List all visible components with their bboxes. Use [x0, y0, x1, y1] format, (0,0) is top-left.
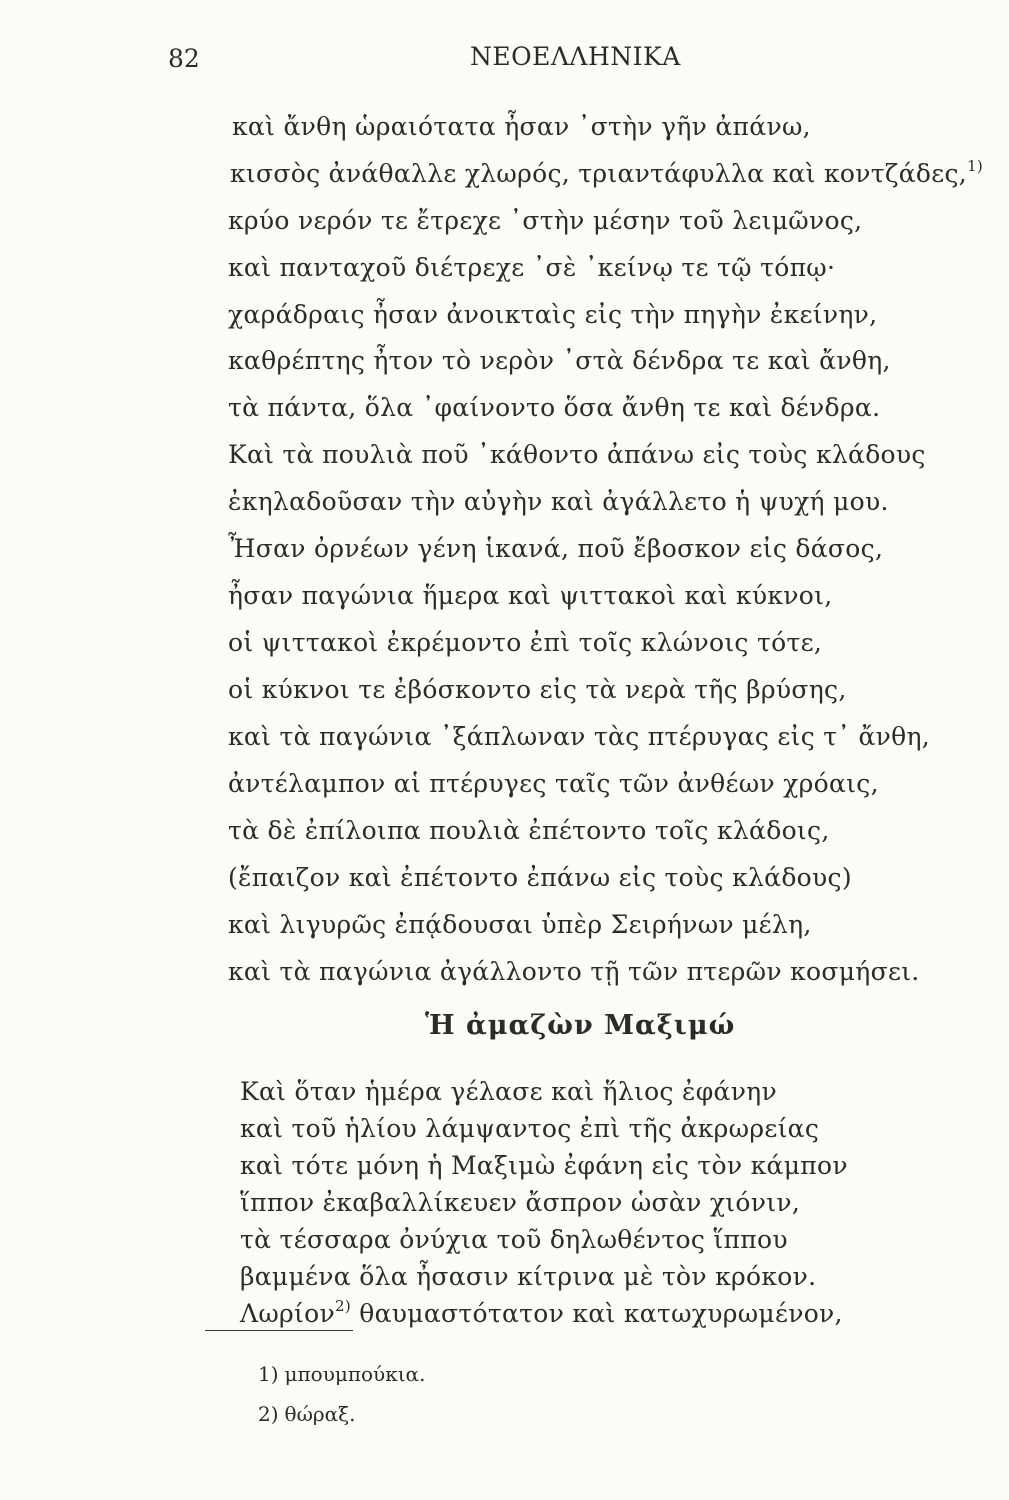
verse-line: καὶ τότε μόνη ἡ Μαξιμὼ ἐφάνη εἰς τὸν κάμπον [240, 1151, 848, 1180]
verse-line: ἦσαν παγώνια ἥμερα καὶ ψιττακοὶ καὶ κύκνοι, [228, 581, 833, 610]
footnote-number: 2) [258, 1402, 279, 1426]
verse-line-text: θαυμαστότατον καὶ κατωχυρωμένον, [351, 1299, 843, 1328]
verse-line: Καὶ ὅταν ἡμέρα γέλασε καὶ ἥλιος ἐφάνην [240, 1077, 777, 1106]
footnote-ref: 2) [335, 1296, 351, 1315]
verse-line: τὰ πάντα, ὅλα ᾿φαίνοντο ὅσα ἄνθη τε καὶ δένδρα. [228, 393, 881, 422]
footnote-rule [205, 1330, 353, 1331]
running-head: ΝΕΟΕΛΛΗΝΙΚΑ [470, 42, 681, 71]
verse-line: ἐκηλαδοῦσαν τὴν αὐγὴν καὶ ἀγάλλετο ἡ ψυχή μου. [228, 487, 889, 516]
footnote-text: θώραξ. [284, 1402, 356, 1426]
verse-line: ἀντέλαμπον αἱ πτέρυγες ταῖς τῶν ἀνθέων χρόαις, [228, 769, 879, 798]
footnote-number: 1) [258, 1362, 279, 1386]
footnote-text: μπουμπούκια. [284, 1362, 426, 1386]
verse-line: τὰ τέσσαρα ὀνύχια τοῦ δηλωθέντος ἵππου [240, 1225, 788, 1254]
verse-line [230, 156, 984, 189]
footnote-ref: 1) [967, 156, 984, 175]
verse-line-text: κισσὸς ἀνάθαλλε χλωρός, τριαντάφυλλα καὶ κοντζάδες, [230, 159, 968, 188]
verse-line: οἱ κύκνοι τε ἐβόσκοντο εἰς τὰ νερὰ τῆς βρύσης, [228, 675, 847, 704]
page-number: 82 [168, 44, 200, 73]
verse-line: ἵππον ἐκαβαλλίκευεν ἄσπρον ὡσὰν χιόνιν, [240, 1188, 801, 1217]
verse-line: καὶ πανταχοῦ διέτρεχε ᾿σὲ ᾿κείνῳ τε τῷ τόπῳ· [228, 253, 836, 282]
verse-line: κρύο νερόν τε ἔτρεχε ᾿στὴν μέσην τοῦ λειμῶνος, [228, 206, 863, 235]
verse-line: Ἦσαν ὀρνέων γένη ἱκανά, ποῦ ἔβοσκον εἰς δάσος, [228, 534, 884, 563]
verse-line [240, 1296, 843, 1329]
verse-line: βαμμένα ὅλα ἦσασιν κίτρινα μὲ τὸν κρόκον. [240, 1262, 817, 1291]
verse-line: οἱ ψιττακοὶ ἐκρέμοντο ἐπὶ τοῖς κλώνοις τότε, [228, 628, 823, 657]
verse-line: τὰ δὲ ἐπίλοιπα πουλιὰ ἐπέτοντο τοῖς κλάδοις, [228, 816, 830, 845]
verse-line: χαράδραις ἦσαν ἀνοικταὶς εἰς τὴν πηγὴν ἐκείνην, [228, 300, 878, 329]
verse-line: (ἔπαιζον καὶ ἐπέτοντο ἐπάνω εἰς τοὺς κλάδους) [228, 863, 852, 892]
verse-line: καὶ τὰ παγώνια ἀγάλλοντο τῇ τῶν πτερῶν κοσμήσει. [228, 957, 920, 986]
verse-line-text: Λωρίον [240, 1299, 335, 1328]
section-title: Ἡ ἀμαζὼν Μαξιμώ [425, 1010, 736, 1041]
verse-line: καθρέπτης ἦτον τὸ νερὸν ᾿στὰ δένδρα τε καὶ ἄνθη, [228, 346, 891, 375]
verse-line: καὶ τοῦ ἡλίου λάμψαντος ἐπὶ τῆς ἀκρωρείας [240, 1114, 820, 1143]
verse-line: καὶ λιγυρῶς ἐπᾴδουσαι ὑπὲρ Σειρήνων μέλη, [228, 910, 812, 939]
footnote [258, 1362, 425, 1386]
verse-line: καὶ ἄνθη ὡραιότατα ἦσαν ᾿στὴν γῆν ἀπάνω, [232, 112, 811, 141]
verse-line: καὶ τὰ παγώνια ᾿ξάπλωναν τὰς πτέρυγας εἰς τ᾿ ἄνθη, [228, 722, 930, 751]
footnote [258, 1402, 356, 1426]
verse-line: Καὶ τὰ πουλιὰ ποῦ ᾿κάθοντο ἀπάνω εἰς τοὺς κλάδους [228, 440, 926, 469]
